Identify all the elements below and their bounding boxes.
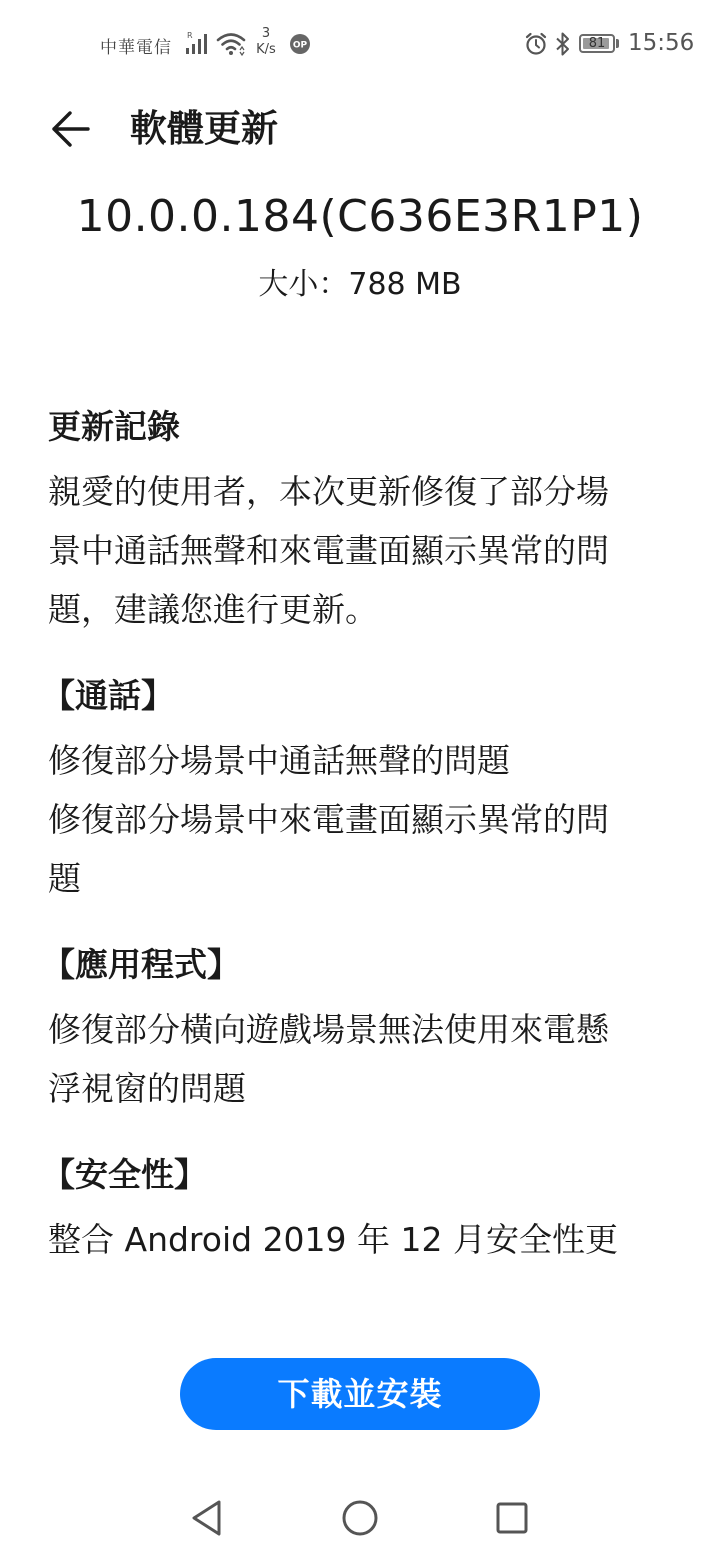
page-title: 軟體更新	[130, 107, 278, 150]
network-speed-value: 3	[261, 26, 271, 41]
section-line: 整合 Android 2019 年 12 月安全性更	[48, 1220, 619, 1259]
section-title-security: 【安全性】	[42, 1155, 207, 1194]
clock: 15:56	[628, 30, 695, 56]
changelog-intro-line: 題，建議您進行更新。	[48, 590, 378, 629]
battery-level: 81	[588, 36, 606, 51]
size-label: 大小：	[258, 267, 349, 302]
battery-tip	[616, 39, 619, 48]
alarm-icon	[524, 32, 548, 56]
section-line: 浮視窗的問題	[48, 1069, 246, 1108]
section-line: 修復部分場景中來電畫面顯示異常的問	[48, 800, 609, 839]
changelog-intro-line: 景中通話無聲和來電畫面顯示異常的問	[48, 531, 609, 570]
network-speed-unit: K/s	[256, 42, 276, 57]
size-value: 788 MB	[348, 267, 462, 302]
battery-icon	[579, 34, 615, 53]
nav-home-icon[interactable]	[338, 1496, 382, 1540]
nav-recents-icon[interactable]	[490, 1496, 534, 1540]
nav-back-icon[interactable]	[186, 1496, 230, 1540]
section-line: 題	[48, 859, 81, 898]
update-size	[0, 264, 720, 306]
changelog-intro-line: 親愛的使用者，本次更新修復了部分場	[48, 472, 609, 511]
back-arrow-icon[interactable]	[44, 104, 100, 154]
version-number: 10.0.0.184(C636E3R1P1)	[76, 191, 644, 242]
wifi-icon	[216, 30, 246, 56]
op-icon	[289, 33, 311, 55]
changelog-heading: 更新記錄	[48, 407, 180, 446]
section-line: 修復部分場景中通話無聲的問題	[48, 741, 510, 780]
network-speed	[252, 26, 280, 58]
status-bar	[0, 0, 720, 88]
changelog	[42, 404, 676, 1269]
section-title-apps: 【應用程式】	[42, 945, 240, 984]
svg-text:R: R	[187, 31, 193, 40]
download-and-install-button[interactable]: 下載並安裝	[180, 1358, 540, 1430]
section-line: 修復部分橫向遊戲場景無法使用來電懸	[48, 1010, 609, 1049]
signal-icon	[184, 30, 212, 56]
svg-text:OP: OP	[292, 40, 308, 51]
carrier-name: 中華電信	[100, 38, 172, 58]
section-title-calls: 【通話】	[42, 676, 174, 715]
bluetooth-icon	[554, 31, 572, 57]
